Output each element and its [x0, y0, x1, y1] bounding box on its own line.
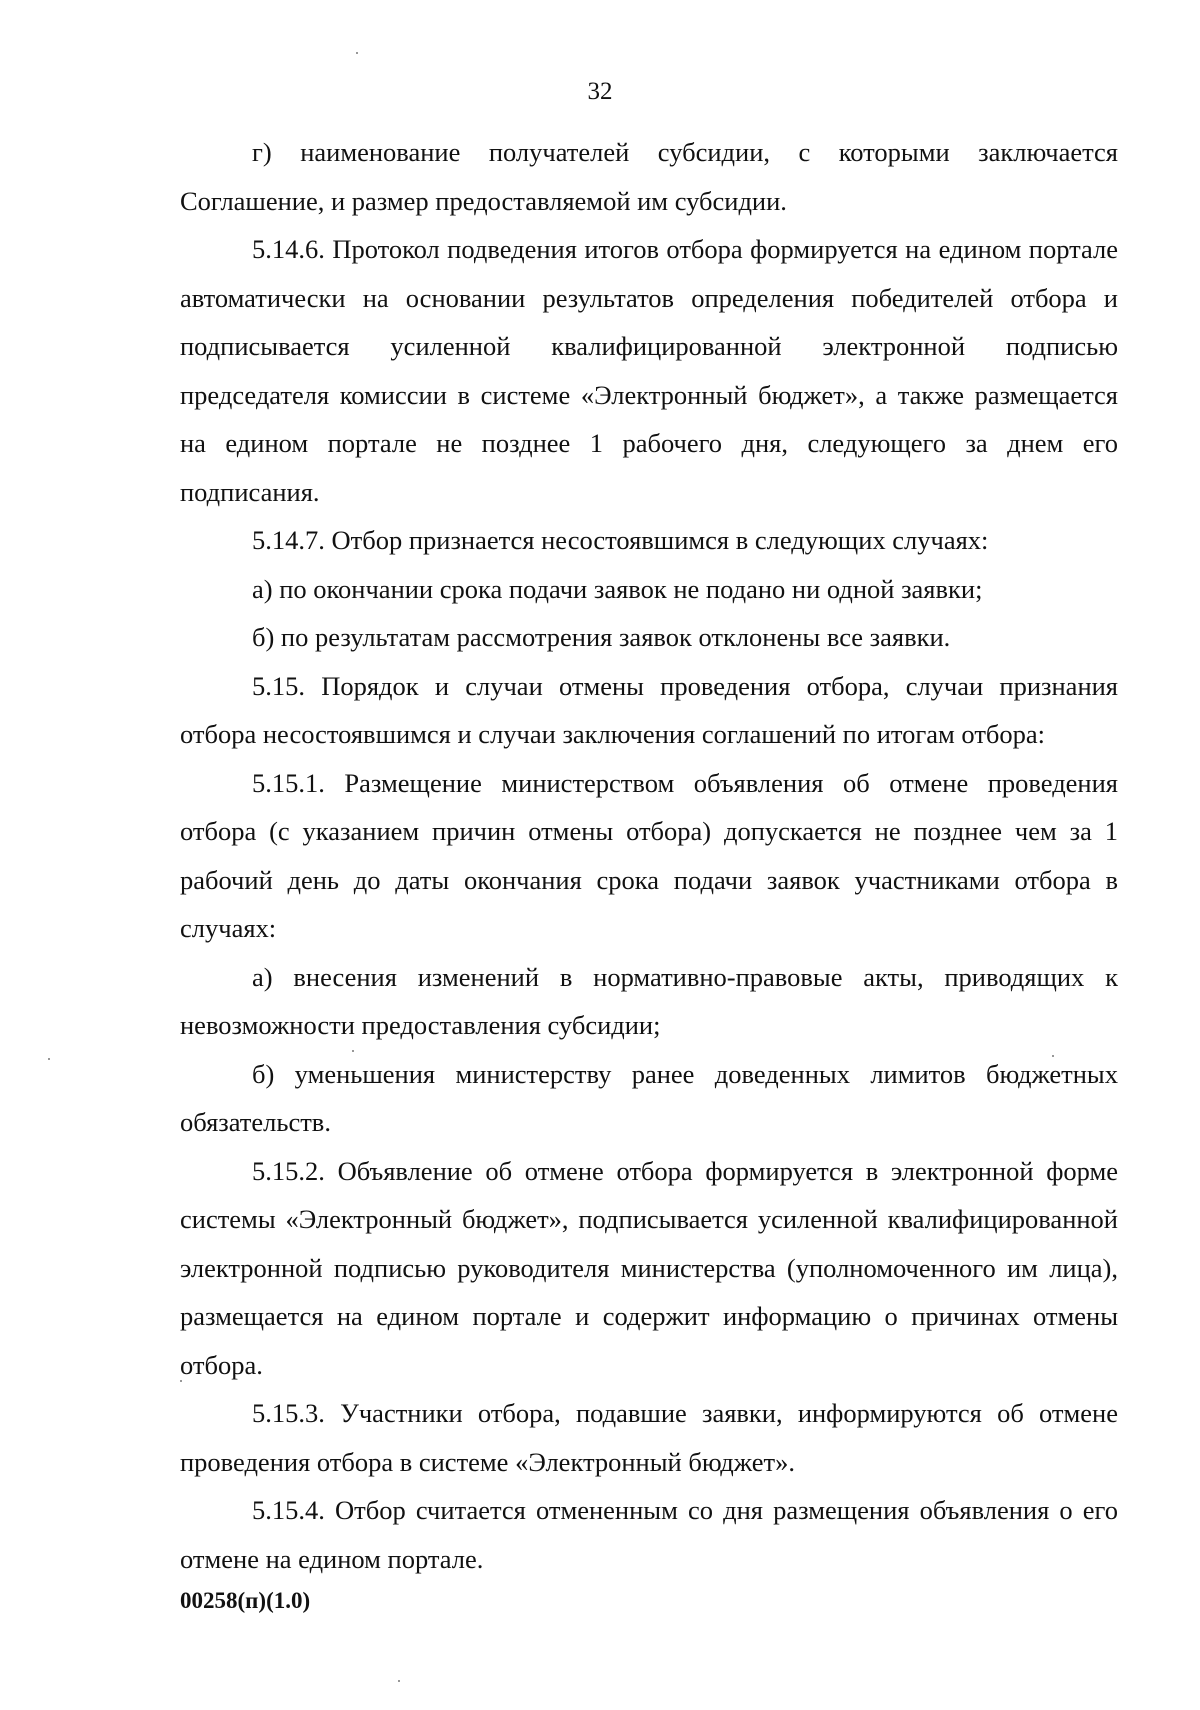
paragraph-5-14-6: 5.14.6. Протокол подведения итогов отбора формируется на едином портале автоматически на основании результатов определения победителей отбора и подписывается усиленной квалифицированной электронной подписью председателя комиссии в системе «Электронный бюджет», а также размещается на едином портале не позднее 1 рабочего дня, следующего за днем его подписания. — [180, 234, 1118, 507]
page-number: 32 — [587, 78, 613, 105]
document-code: 00258(п)(1.0) — [180, 1588, 311, 1613]
scan-speck — [356, 52, 358, 54]
paragraph-5-15-3: 5.15.3. Участники отбора, подавшие заявки, информируются об отмене проведения отбора в системе «Электронный бюджет». — [180, 1398, 1118, 1477]
scan-speck — [1052, 1055, 1054, 1057]
paragraph-5-15-1-b: б) уменьшения министерству ранее доведенных лимитов бюджетных обязательств. — [180, 1058, 1118, 1137]
paragraph-5-14-7: 5.14.7. Отбор признается несостоявшимся в следующих случаях: — [252, 525, 989, 555]
scan-speck — [180, 1380, 182, 1382]
document-body — [180, 128, 1118, 1583]
paragraph-5-15: 5.15. Порядок и случаи отмены проведения отбора, случаи признания отбора несостоявшимся и случаи заключения соглашений по итогам отбора: — [180, 670, 1118, 749]
paragraph-5-15-1: 5.15.1. Размещение министерством объявления об отмене проведения отбора (с указанием причин отмены отбора) допускается не позднее чем за 1 рабочий день до даты окончания срока подачи заявок участниками отбора в случаях: — [180, 767, 1118, 943]
paragraph-5-14-7-b: б) по результатам рассмотрения заявок отклонены все заявки. — [252, 622, 951, 652]
paragraph-5-14-7-a: а) по окончании срока подачи заявок не подано ни одной заявки; — [252, 573, 983, 604]
paragraph-5-15-2: 5.15.2. Объявление об отмене отбора формируется в электронной форме системы «Электронный бюджет», подписывается усиленной квалифицированной электронной подписью руководителя министерства (уполномоченного им лица), размещается на едином портале и содержит информацию о причинах отмены отбора. — [180, 1155, 1118, 1380]
paragraph-5-15-4: 5.15.4. Отбор считается отмененным со дня размещения объявления о его отмене на едином портале. — [180, 1495, 1118, 1574]
scan-speck — [398, 1680, 400, 1682]
scan-speck — [352, 1050, 354, 1052]
paragraph-g-recipients: г) наименование получателей субсидии, с которыми заключается Соглашение, и размер предоставляемой им субсидии. — [180, 137, 1118, 216]
paragraph-5-15-1-a: а) внесения изменений в нормативно-правовые акты, приводящих к невозможности предоставления субсидии; — [180, 961, 1118, 1040]
scan-speck — [48, 1058, 50, 1060]
